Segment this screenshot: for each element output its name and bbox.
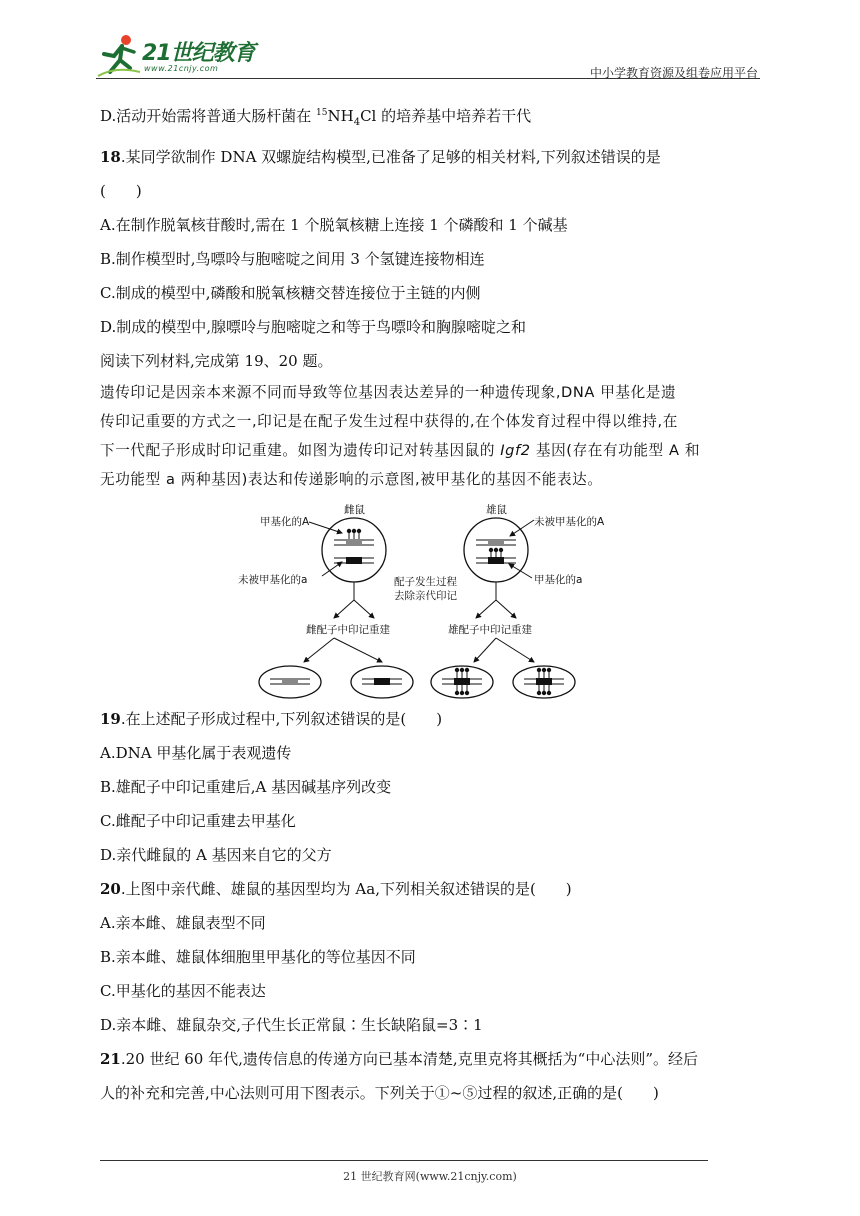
- logo-url: www.21cnjy.com: [144, 64, 219, 73]
- q18-stem: 18.某同学欲制作 DNA 双螺旋结构模型,已准备了足够的相关材料,下列叙述错误的是: [100, 148, 661, 166]
- female-parent-cell: [309, 518, 386, 582]
- logo-text: 21世纪教育: [142, 41, 255, 66]
- label-unmethylated-A: 未被甲基化的A: [534, 516, 605, 528]
- q20-option-d: D.亲本雌、雄鼠杂交,子代生长正常鼠∶生长缺陷鼠=3∶1: [100, 1016, 483, 1034]
- q18-number: 18: [100, 148, 121, 166]
- label-methylated-A: 甲基化的A: [260, 516, 310, 528]
- q20-option-b: B.亲本雌、雄鼠体细胞里甲基化的等位基因不同: [100, 948, 416, 966]
- label-methylated-a: 甲基化的a: [534, 574, 583, 586]
- label-unmethylated-a: 未被甲基化的a: [238, 574, 308, 586]
- q19-option-c: C.雌配子中印记重建去甲基化: [100, 812, 296, 830]
- q19-number: 19: [100, 710, 121, 728]
- q19-option-a: A.DNA 甲基化属于表观遗传: [100, 744, 292, 762]
- female-gamete-1: [259, 666, 321, 698]
- q20-option-a: A.亲本雌、雄鼠表型不同: [100, 914, 266, 932]
- male-gamete-2: [513, 666, 575, 698]
- q18-option-c: C.制成的模型中,磷酸和脱氧核糖交替连接位于主链的内侧: [100, 284, 481, 302]
- label-gamete-process-1: 配子发生过程: [394, 576, 457, 588]
- label-male: 雄鼠: [486, 504, 507, 516]
- site-logo: [96, 30, 266, 80]
- material-line-1: 遗传印记是因亲本来源不同而导致等位基因表达差异的一种遗传现象,DNA 甲基化是遗: [100, 384, 677, 401]
- label-male-rebuild: 雄配子中印记重建: [448, 624, 532, 636]
- q20-stem: 20.上图中亲代雌、雄鼠的基因型均为 Aa,下列相关叙述错误的是( ): [100, 880, 572, 898]
- document-content: [100, 96, 764, 1110]
- header-divider: [96, 78, 760, 79]
- runner-logo-icon: [96, 32, 142, 78]
- footer-divider: [100, 1160, 708, 1161]
- q18-option-a: A.在制作脱氧核苷酸时,需在 1 个脱氧核糖上连接 1 个磷酸和 1 个碱基: [100, 216, 568, 234]
- page-header: [96, 30, 760, 80]
- label-gamete-process-2: 去除亲代印记: [394, 590, 457, 602]
- q17-option-d: D.活动开始需将普通大肠杆菌在 $^{15}NH_4Cl$ 的培养基中培养若干代: [100, 107, 532, 128]
- material-line-4: 无功能型 a 两种基因)表达和传递影响的示意图,被甲基化的基因不能表达。: [100, 471, 603, 488]
- label-female-rebuild: 雌配子中印记重建: [306, 624, 390, 636]
- q18-answer-paren: ( ): [100, 182, 142, 200]
- material-line-3: 下一代配子形成时印记重建。如图为遗传印记对转基因鼠的 Igf2 基因(存在有功能型 A 和: [100, 442, 701, 459]
- male-gamete-1: [431, 666, 493, 698]
- q21-stem-continued: 人的补充和完善,中心法则可用下图表示。下列关于①~⑤过程的叙述,正确的是( ): [100, 1084, 659, 1102]
- material-line-2: 传印记重要的方式之一,印记是在配子发生过程中获得的,在个体发育过程中得以维持,在: [100, 413, 678, 430]
- q20-number: 20: [100, 880, 121, 898]
- imprinting-diagram: [234, 500, 794, 700]
- imprinting-diagram-svg: [234, 500, 794, 700]
- q19-option-d: D.亲代雌鼠的 A 基因来自它的父方: [100, 846, 332, 864]
- female-gamete-2: [351, 666, 413, 698]
- page-footer: 21 世纪教育网(www.21cnjy.com): [343, 1170, 517, 1183]
- q19-stem: 19.在上述配子形成过程中,下列叙述错误的是( ): [100, 710, 443, 728]
- reading-intro: 阅读下列材料,完成第 19、20 题。: [100, 352, 333, 370]
- q18-option-d: D.制成的模型中,腺嘌呤与胞嘧啶之和等于鸟嘌呤和胸腺嘧啶之和: [100, 318, 527, 336]
- q21-stem: 21.20 世纪 60 年代,遗传信息的传递方向已基本清楚,克里克将其概括为“中心法则”。经后: [100, 1050, 698, 1068]
- label-female: 雌鼠: [344, 504, 365, 516]
- header-platform-text: 中小学教育资源及组卷应用平台: [589, 66, 758, 80]
- q18-option-b: B.制作模型时,鸟嘌呤与胞嘧啶之间用 3 个氢键连接物相连: [100, 250, 485, 268]
- male-parent-cell: [464, 518, 534, 582]
- q19-option-b: B.雄配子中印记重建后,A 基因碱基序列改变: [100, 778, 392, 796]
- q20-option-c: C.甲基化的基因不能表达: [100, 982, 266, 1000]
- reading-material: [100, 378, 764, 494]
- q21-number: 21: [100, 1050, 121, 1068]
